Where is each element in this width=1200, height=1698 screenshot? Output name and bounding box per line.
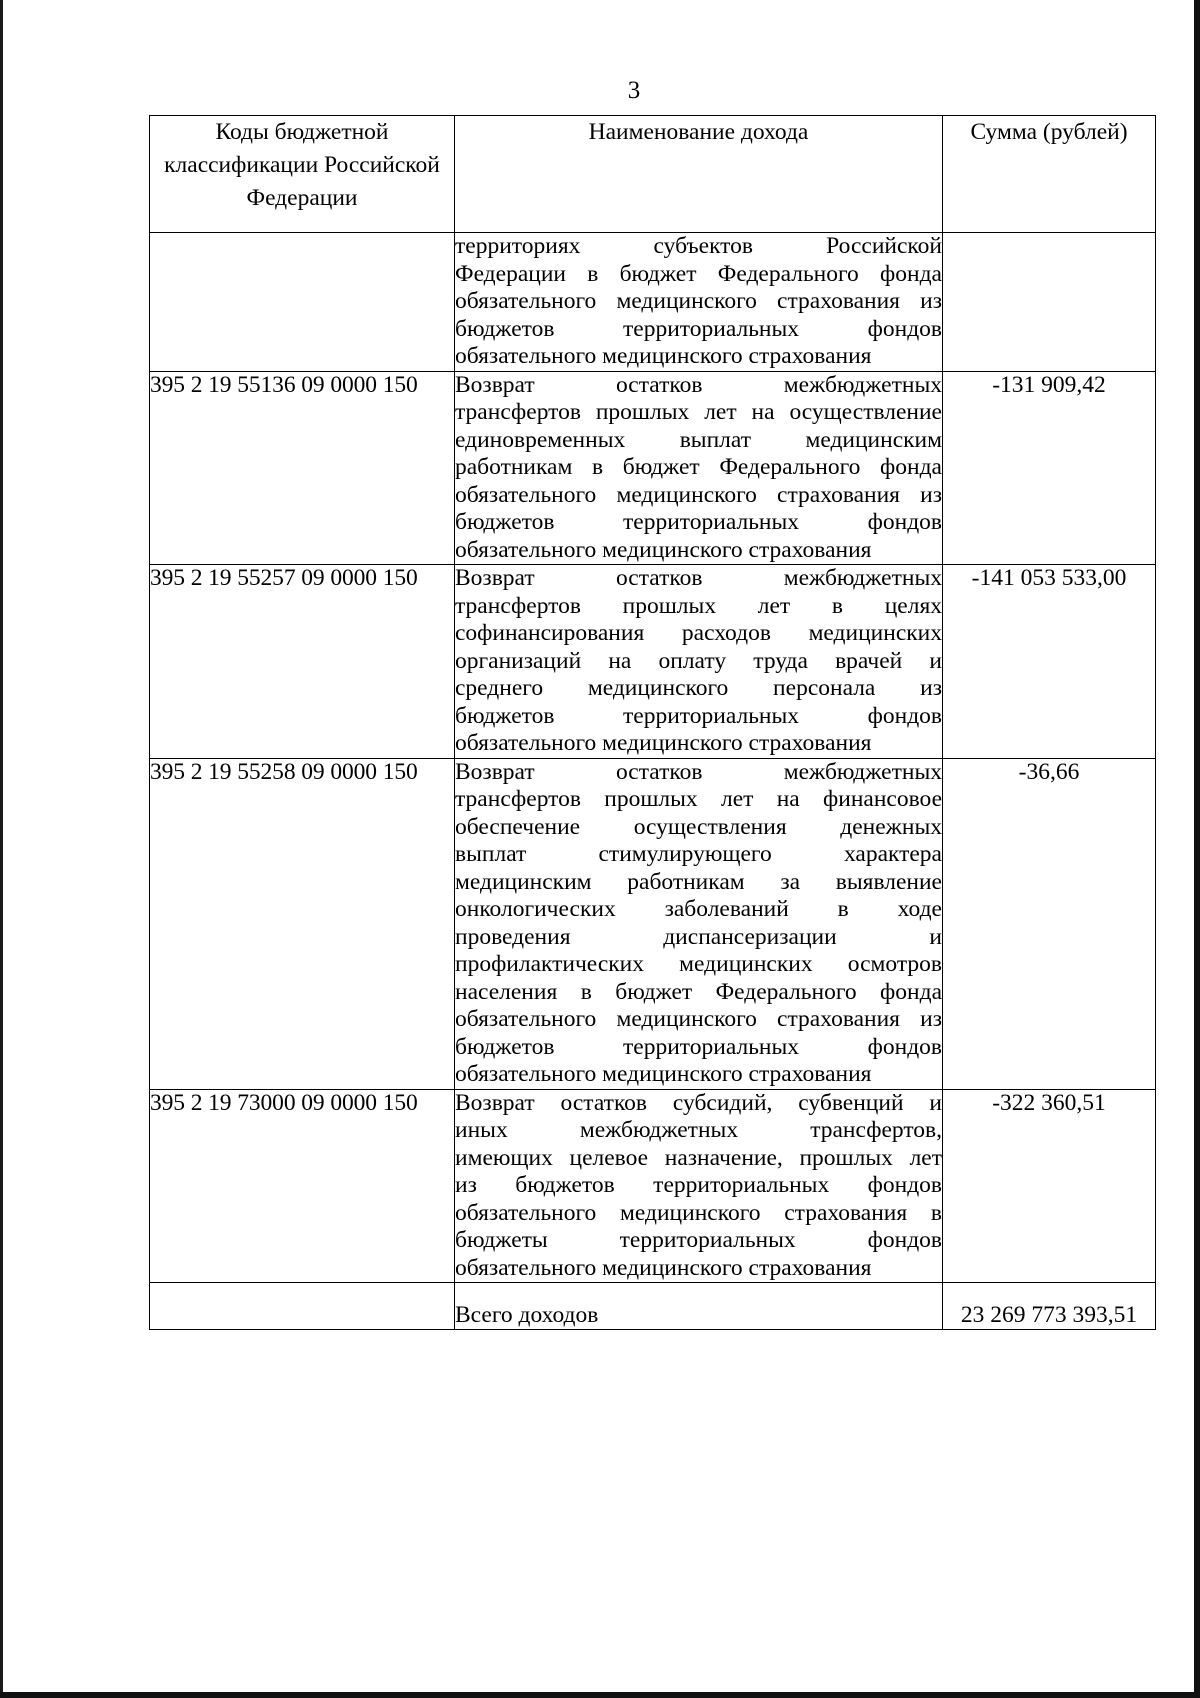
budget-code-cell (150, 233, 455, 372)
revenue-name-line: обязательного медицинского страхования из (455, 288, 942, 314)
table-row (150, 1089, 1156, 1283)
revenue-name-line: обязательного медицинского страхования в (455, 1199, 942, 1226)
total-row (150, 1283, 1156, 1330)
header-amount: Сумма (рублей) (943, 116, 1156, 233)
revenue-name-line: обязательного медицинского страхования из (455, 1006, 942, 1032)
revenue-name-line: Федерации в бюджет Федерального фонда (455, 260, 942, 287)
total-label: Всего доходов (455, 1283, 943, 1330)
revenue-name-line: Возврат остатков межбюджетных (455, 758, 942, 785)
revenue-name-line: трансфертов прошлых лет на осуществление (455, 399, 942, 425)
table-row (150, 233, 1156, 372)
scan-edge-right (1194, 0, 1200, 1698)
revenue-name-line: обеспечение осуществления денежных (455, 813, 942, 840)
table-row (150, 758, 1156, 1089)
revenue-name-line: бюджетов территориальных фондов (455, 702, 942, 729)
revenue-name-line: бюджетов территориальных фондов (455, 509, 942, 535)
revenue-name-line: профилактических медицинских осмотров (455, 951, 942, 977)
table-header-row (150, 116, 1156, 233)
amount-cell: -141 053 533,00 (943, 565, 1156, 759)
scan-edge-bottom (0, 1692, 1200, 1698)
amount-cell: -36,66 (943, 758, 1156, 1089)
page-number: 3 (627, 77, 641, 104)
revenue-name-line: Возврат остатков субсидий, субвенций и (455, 1089, 942, 1116)
revenue-name-line: выплат стимулирующего характера (455, 841, 942, 867)
revenue-name-line: проведения диспансеризации и (455, 923, 942, 950)
revenue-table (149, 115, 1156, 1330)
table-row (150, 371, 1156, 565)
revenue-name-line: бюджетов территориальных фондов (455, 315, 942, 342)
revenue-name-line: территориях субъектов Российской (455, 233, 942, 259)
revenue-name-line: медицинским работникам за выявление (455, 868, 942, 895)
revenue-name-line: работникам в бюджет Федерального фонда (455, 454, 942, 480)
revenue-name-cell (455, 758, 943, 1089)
revenue-name-cell (455, 565, 943, 759)
amount-cell (943, 233, 1156, 372)
revenue-name-line: софинансирования расходов медицинских (455, 620, 942, 646)
revenue-name-line: Возврат остатков межбюджетных (455, 371, 942, 398)
table-body (150, 233, 1156, 1330)
revenue-name-cell (455, 371, 943, 565)
header-budget-codes: Коды бюджетной классификации Российской Федерации (150, 116, 455, 233)
revenue-name-line: обязательного медицинского страхования (455, 1254, 872, 1281)
total-code-cell (150, 1283, 455, 1330)
revenue-name-line: населения в бюджет Федерального фонда (455, 978, 942, 1005)
scan-edge-left (0, 0, 3, 1698)
budget-code-cell: 395 2 19 73000 09 0000 150 (150, 1089, 455, 1283)
table-row (150, 565, 1156, 759)
revenue-name-line: обязательного медицинского страхования (455, 343, 872, 369)
revenue-name-line: обязательного медицинского страхования (455, 1061, 872, 1087)
revenue-name-cell (455, 233, 943, 372)
revenue-name-line: иных межбюджетных трансфертов, (455, 1117, 942, 1143)
revenue-name-line: среднего медицинского персонала из (455, 675, 942, 701)
revenue-name-line: обязательного медицинского страхования (455, 536, 872, 563)
budget-code-cell: 395 2 19 55257 09 0000 150 (150, 565, 455, 759)
revenue-name-line: обязательного медицинского страхования из (455, 481, 942, 508)
revenue-name-line: организаций на оплату труда врачей и (455, 647, 942, 674)
amount-cell: -131 909,42 (943, 371, 1156, 565)
revenue-name-line: трансфертов прошлых лет на финансовое (455, 786, 942, 812)
revenue-name-line: Возврат остатков межбюджетных (455, 565, 942, 591)
amount-cell: -322 360,51 (943, 1089, 1156, 1283)
revenue-name-line: бюджетов территориальных фондов (455, 1033, 942, 1060)
revenue-name-line: обязательного медицинского страхования (455, 730, 872, 756)
total-amount: 23 269 773 393,51 (943, 1283, 1156, 1330)
header-revenue-name: Наименование дохода (455, 116, 943, 233)
revenue-name-line: имеющих целевое назначение, прошлых лет (455, 1144, 942, 1171)
revenue-name-line: онкологических заболеваний в ходе (455, 896, 942, 922)
revenue-name-line: бюджеты территориальных фондов (455, 1227, 942, 1253)
revenue-name-cell (455, 1089, 943, 1283)
revenue-name-line: единовременных выплат медицинским (455, 426, 942, 453)
revenue-name-line: из бюджетов территориальных фондов (455, 1172, 942, 1198)
budget-code-cell: 395 2 19 55136 09 0000 150 (150, 371, 455, 565)
budget-code-cell: 395 2 19 55258 09 0000 150 (150, 758, 455, 1089)
revenue-name-line: трансфертов прошлых лет в целях (455, 592, 942, 619)
